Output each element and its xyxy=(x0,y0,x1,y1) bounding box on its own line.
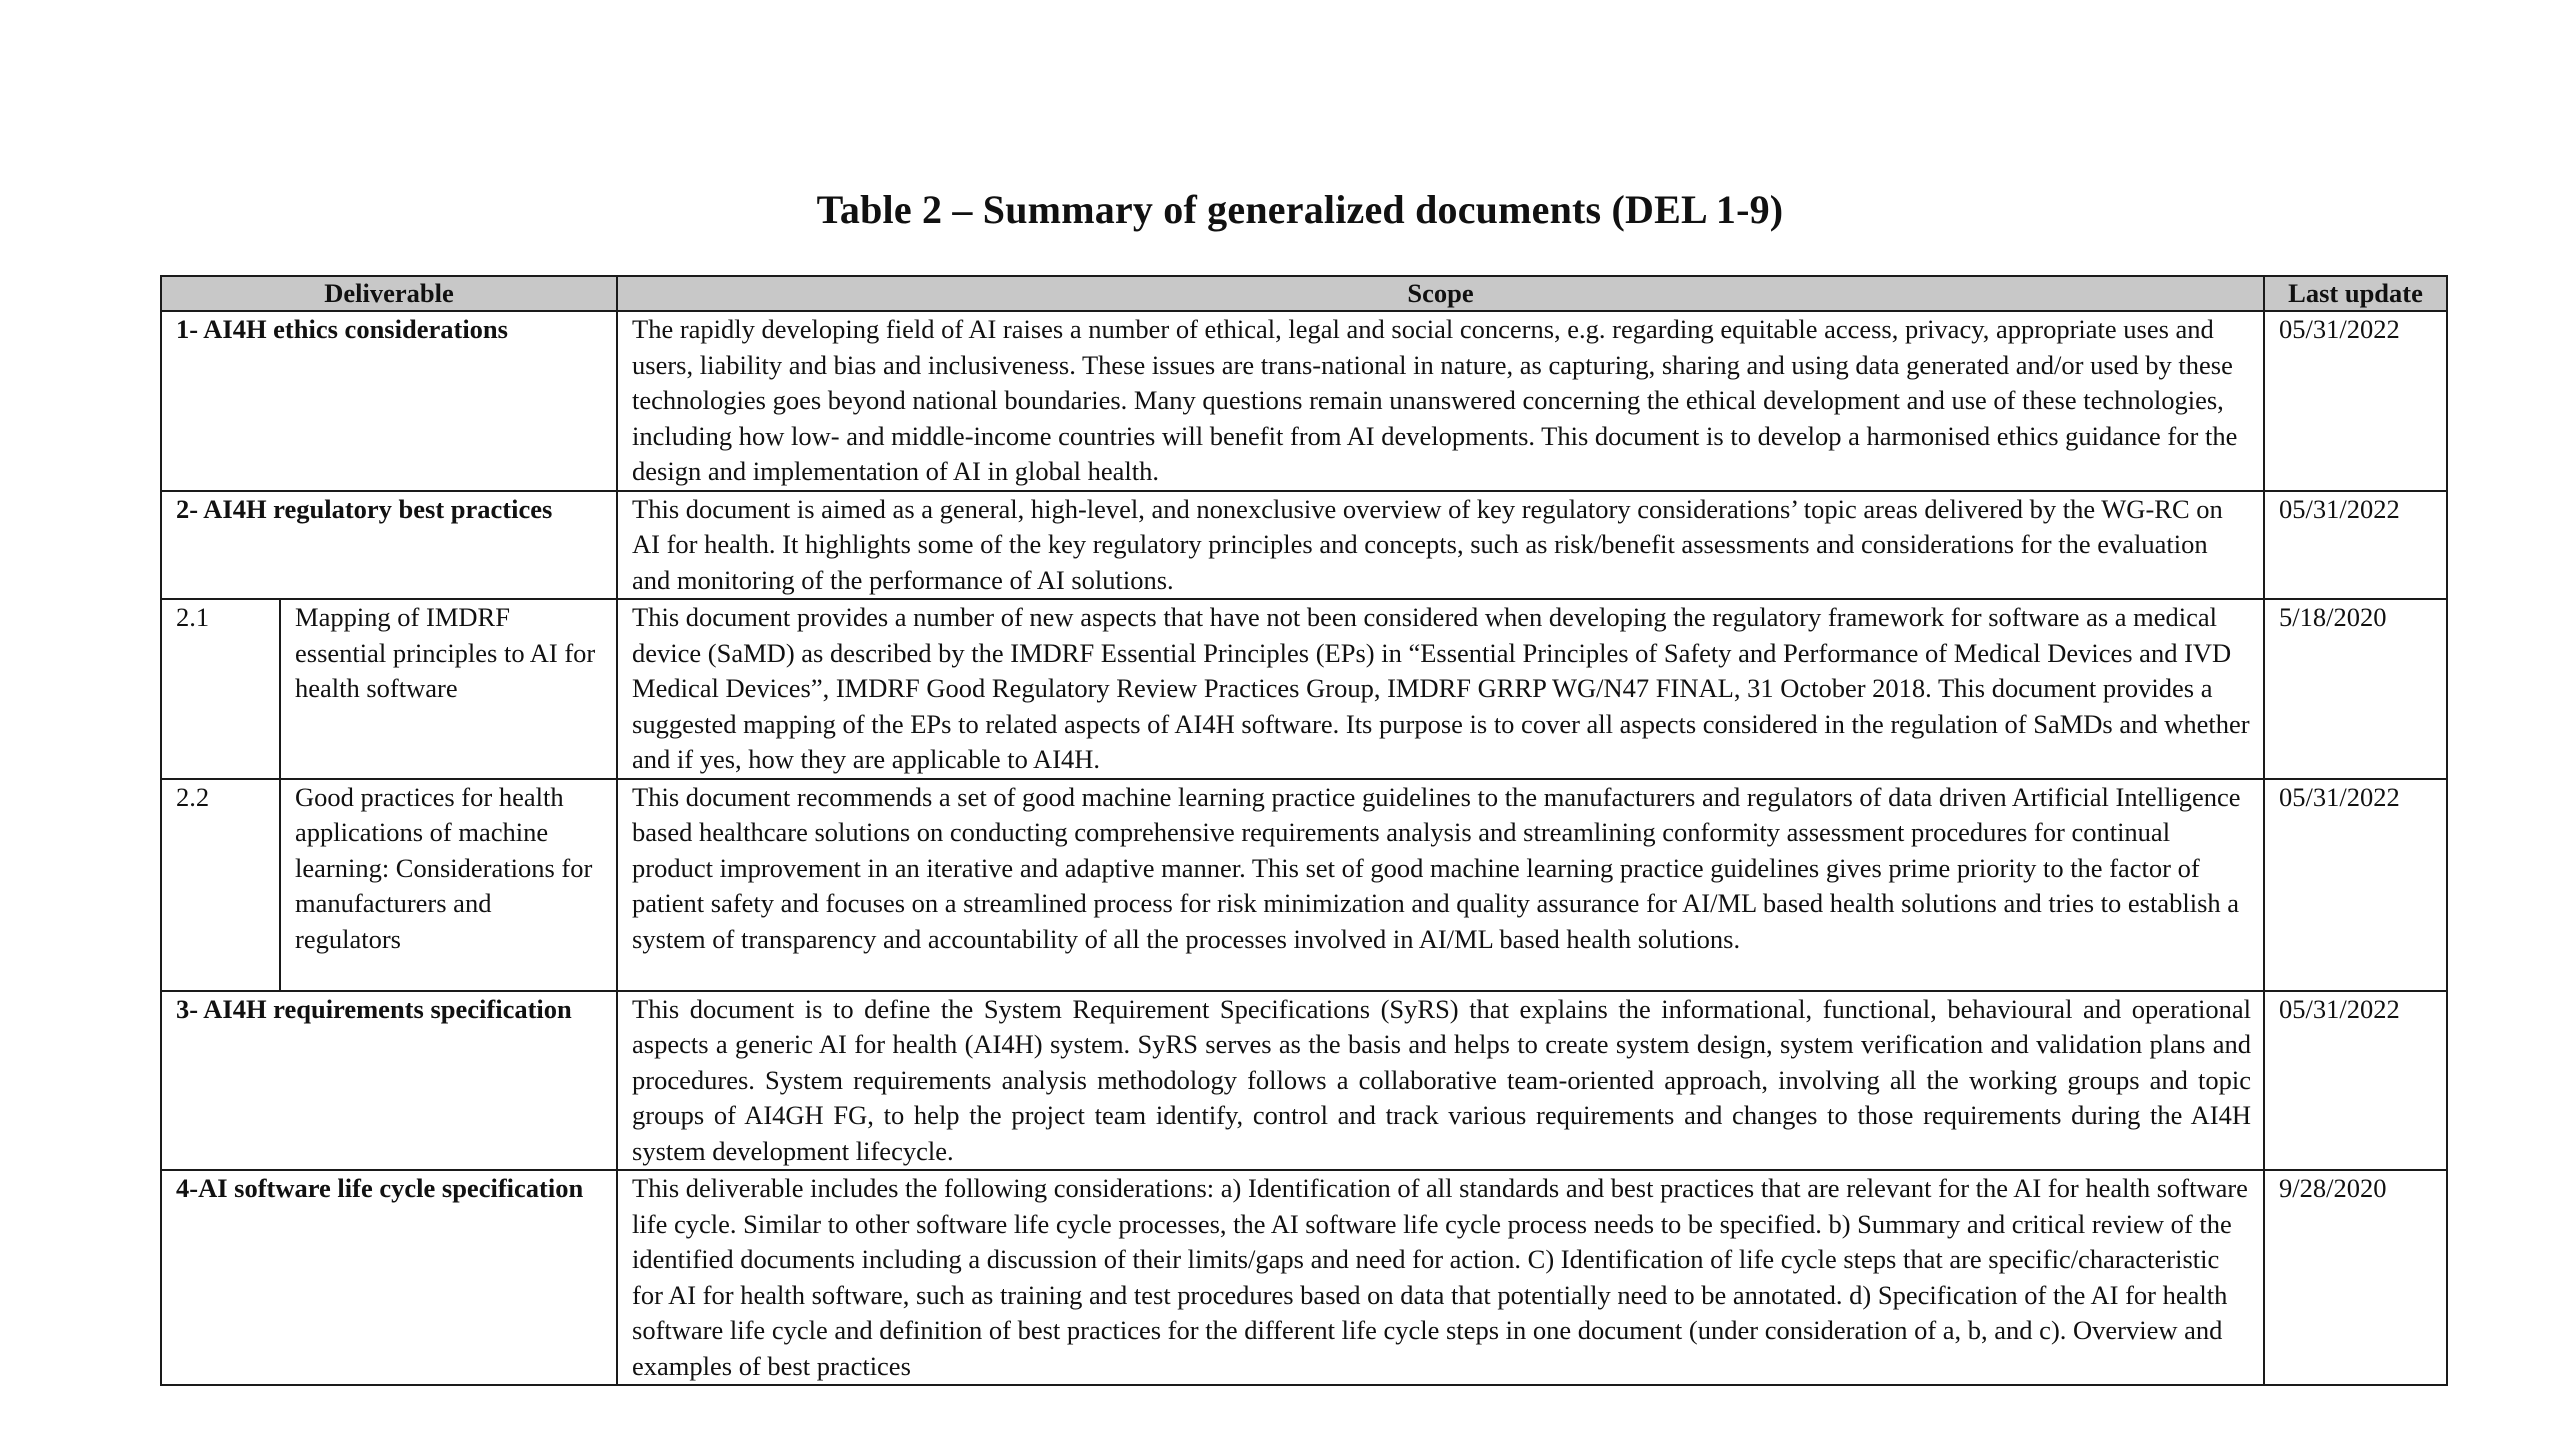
table-row xyxy=(161,311,2447,491)
scope-cell: This document is aimed as a general, high-level, and nonexclusive overview of key regulatory considerations’ topic areas delivered by the WG-RC on AI for health. It highlights some of the key regulatory principles and concepts, such as risk/benefit assessments and considerations for the evaluation and monitoring of the performance of AI solutions. xyxy=(617,491,2264,600)
last-update-cell: 05/31/2022 xyxy=(2264,311,2447,491)
deliverable-cell: 3- AI4H requirements specification xyxy=(161,991,617,1171)
last-update-cell: 05/31/2022 xyxy=(2264,779,2447,991)
table-row xyxy=(161,1170,2447,1385)
deliverable-number-cell: 2.2 xyxy=(161,779,280,991)
header-deliverable: Deliverable xyxy=(161,276,617,311)
deliverable-cell: 1- AI4H ethics considerations xyxy=(161,311,617,491)
deliverable-cell: Good practices for health applications of machine learning: Considerations for manufacturers and regulators xyxy=(280,779,617,991)
table-row xyxy=(161,779,2447,991)
scope-cell: This document provides a number of new aspects that have not been considered when developing the regulatory framework for software as a medical device (SaMD) as described by the IMDRF Essential Principles (EPs) in “Essential Principles of Safety and Performance of Medical Devices and IVD Medical Devices”, IMDRF Good Regulatory Review Practices Group, IMDRF GRRP WG/N47 FINAL, 31 October 2018. This document provides a suggested mapping of the EPs to related aspects of AI4H software. Its purpose is to cover all aspects considered in the regulation of SaMDs and whether and if yes, how they are applicable to AI4H. xyxy=(617,599,2264,779)
header-scope: Scope xyxy=(617,276,2264,311)
scope-cell: This document recommends a set of good machine learning practice guidelines to the manufacturers and regulators of data driven Artificial Intelligence based healthcare solutions on conducting comprehensive requirements analysis and streamlining conformity assessment procedures for continual product improvement in an iterative and adaptive manner. This set of good machine learning practice guidelines gives prime priority to the factor of patient safety and focuses on a streamlined process for risk minimization and quality assurance for AI/ML based health solutions and tries to establish a system of transparency and accountability of all the processes involved in AI/ML based health solutions. xyxy=(617,779,2264,991)
scope-cell: The rapidly developing field of AI raises a number of ethical, legal and social concerns, e.g. regarding equitable access, privacy, appropriate uses and users, liability and bias and inclusiveness. These issues are trans-national in nature, as capturing, sharing and using data generated and/or used by these technologies goes beyond national boundaries. Many questions remain unanswered concerning the ethical development and use of these technologies, including how low- and middle-income countries will benefit from AI developments. This document is to develop a harmonised ethics guidance for the design and implementation of AI in global health. xyxy=(617,311,2264,491)
table-title: Table 2 – Summary of generalized documents (DEL 1-9) xyxy=(816,187,1784,232)
table-row xyxy=(161,599,2447,779)
last-update-cell: 5/18/2020 xyxy=(2264,599,2447,779)
deliverable-number-cell: 2.1 xyxy=(161,599,280,779)
scope-cell: This deliverable includes the following considerations: a) Identification of all standards and best practices that are relevant for the AI for health software life cycle. Similar to other software life cycle processes, the AI software life cycle process needs to be specified. b) Summary and critical review of the identified documents including a discussion of their limits/gaps and need for action. C) Identification of life cycle steps that are specific/characteristic for AI for health software, such as training and test procedures based on data that potentially need to be annotated. d) Specification of the AI for health software life cycle and definition of best practices for the different life cycle steps in one document (under consideration of a, b, and c). Overview and examples of best practices xyxy=(617,1170,2264,1385)
table-header-row xyxy=(161,276,2447,311)
last-update-cell: 05/31/2022 xyxy=(2264,491,2447,600)
header-last-update: Last update xyxy=(2264,276,2447,311)
deliverable-cell: Mapping of IMDRF essential principles to AI for health software xyxy=(280,599,617,779)
summary-table xyxy=(160,275,2448,1386)
table-row xyxy=(161,491,2447,600)
scope-cell: This document is to define the System Requirement Specifications (SyRS) that explains the informational, functional, behavioural and operational aspects a generic AI for health (AI4H) system. SyRS serves as the basis and helps to create system design, system verification and validation plans and procedures. System requirements analysis methodology follows a collaborative team-oriented approach, involving all the working groups and topic groups of AI4GH FG, to help the project team identify, control and track various requirements and changes to those requirements during the AI4H system development lifecycle. xyxy=(617,991,2264,1171)
deliverable-cell: 2- AI4H regulatory best practices xyxy=(161,491,617,600)
last-update-cell: 05/31/2022 xyxy=(2264,991,2447,1171)
last-update-cell: 9/28/2020 xyxy=(2264,1170,2447,1385)
deliverable-cell: 4-AI software life cycle specification xyxy=(161,1170,617,1385)
table-row xyxy=(161,991,2447,1171)
